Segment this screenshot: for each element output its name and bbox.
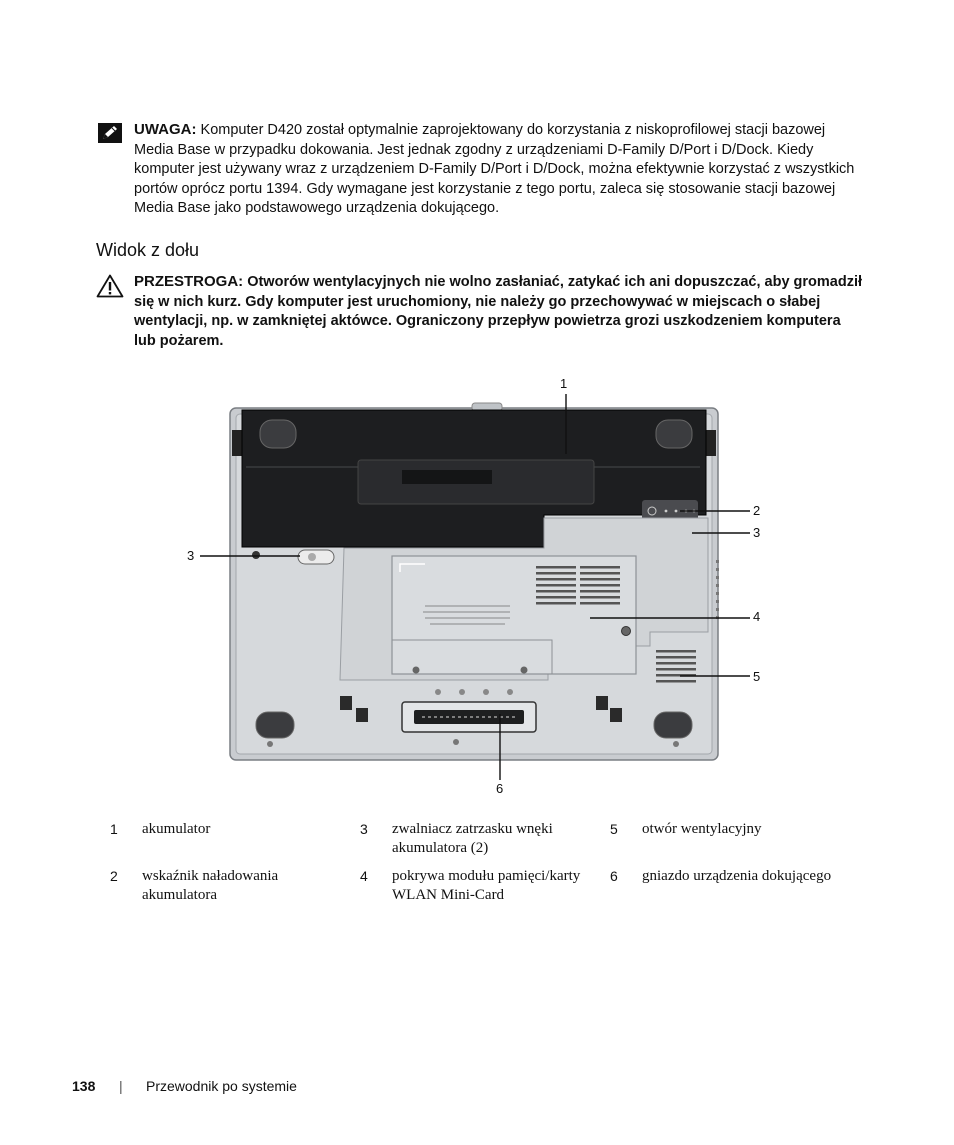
footer-separator: | xyxy=(119,1078,123,1094)
caution-block xyxy=(96,272,866,352)
note-text: Komputer D420 został optymalnie zaprojektowany do korzystania z niskoprofilowej stacji bazowej Media Base w przypadku dokowania. Jest jednak zgodny z urządzeniami D-Family D/Port i D/Dock. Kiedy komputer jest używany wraz z urządzeniem D-Family D/Port i D/Dock, można efektywnie korzystać z wszystkich portów oprócz portu 1394. Gdy wymagane jest korzystanie z tego portu, zaleca się stosowanie stacji bazowej Media Base jako podstawowego urządzenia dokującego. xyxy=(134,122,855,217)
callout-5: 5 xyxy=(753,669,761,684)
legend-text: zwalniacz zatrzasku wnęki akumulatora (2) xyxy=(392,821,553,856)
callout-1: 1 xyxy=(560,376,568,391)
footer-title: Przewodnik po systemie xyxy=(146,1078,297,1094)
page-footer xyxy=(72,1078,297,1094)
section-title: Widok z dołu xyxy=(96,240,200,260)
legend-text: akumulator xyxy=(142,821,211,837)
note-block xyxy=(98,120,868,219)
legend-text: wskaźnik naładowania akumulatora xyxy=(142,868,279,903)
callout-4: 4 xyxy=(753,609,761,624)
laptop-bottom-illustration xyxy=(180,370,780,800)
warning-triangle-icon xyxy=(96,274,124,298)
note-label: UWAGA: xyxy=(134,121,197,138)
legend-text: pokrywa modułu pamięci/karty WLAN Mini-Card xyxy=(392,868,581,903)
legend-number: 1 xyxy=(110,821,118,837)
legend-number: 4 xyxy=(360,868,368,884)
legend-text: otwór wentylacyjny xyxy=(642,821,762,837)
legend-text: gniazdo urządzenia dokującego xyxy=(642,868,832,884)
caution-text: Otworów wentylacyjnych nie wolno zasłaniać, zatykać ich ani dopuszczać, aby gromadził się w nich kurz. Gdy komputer jest uruchomiony, nie należy go przechowywać w miejscach o słabej wentylacji, np. w zamkniętej aktówce. Ograniczony przepływ powietrza grozi uszkodzeniem komputera lub pożarem. xyxy=(134,274,863,350)
note-pencil-icon xyxy=(98,123,122,143)
callout-2: 2 xyxy=(753,503,761,518)
callout-3-right: 3 xyxy=(753,525,761,540)
callout-6: 6 xyxy=(496,781,504,796)
callout-3-left: 3 xyxy=(187,548,195,563)
page-number: 138 xyxy=(72,1078,96,1094)
legend-number: 3 xyxy=(360,821,368,837)
legend-number: 2 xyxy=(110,868,118,884)
laptop-bottom-view-figure xyxy=(180,370,780,800)
legend-number: 6 xyxy=(610,868,618,884)
legend-number: 5 xyxy=(610,821,618,837)
caution-label: PRZESTROGA: xyxy=(134,273,244,290)
